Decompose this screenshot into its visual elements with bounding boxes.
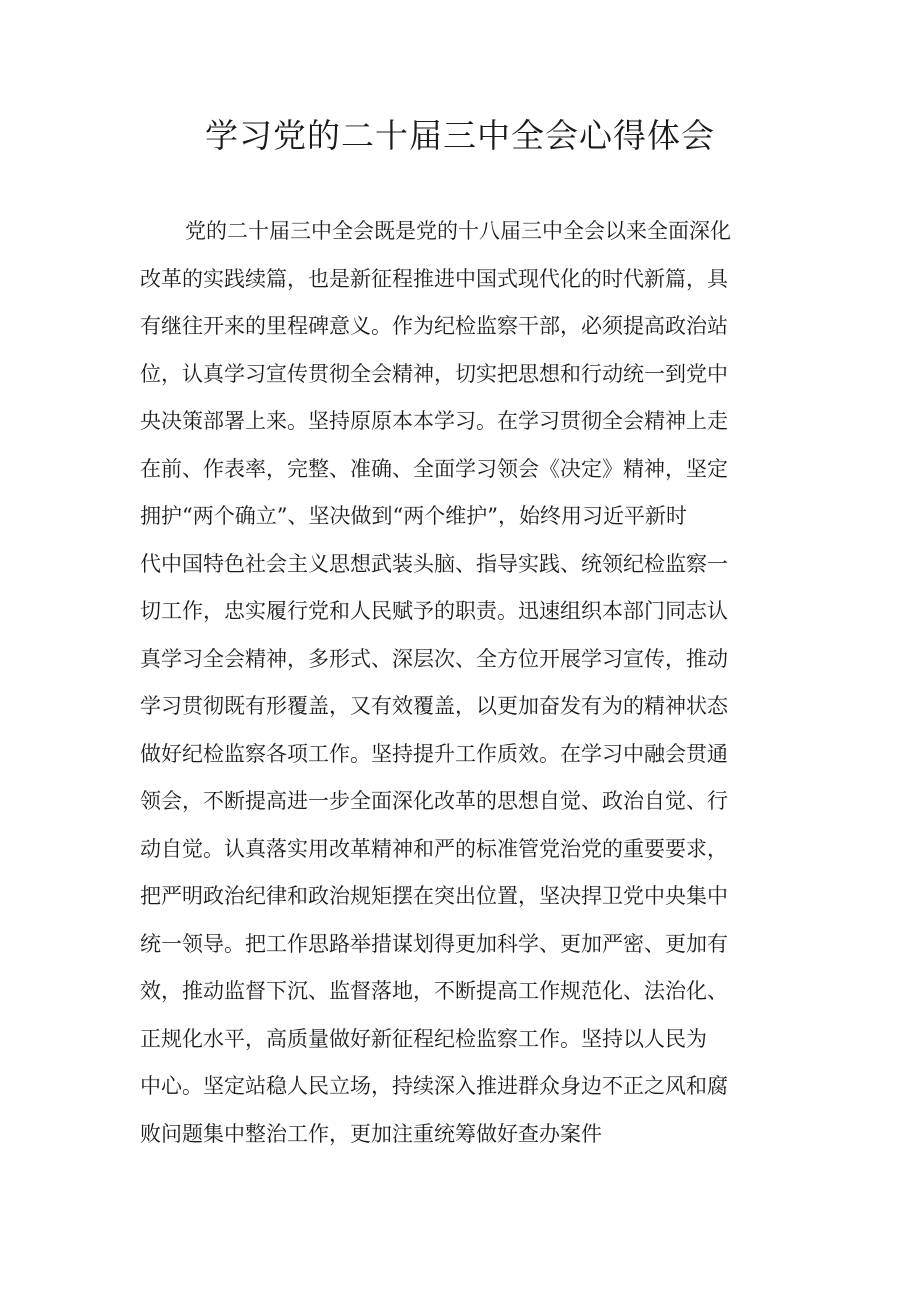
- body-line: 正规化水平，高质量做好新征程纪检监察工作。坚持以人民为: [140, 1026, 707, 1051]
- body-line: 央决策部署上来。坚持原原本本学习。在学习贯彻全会精神上走: [140, 409, 728, 433]
- body-line: 拥护“两个确立”、坚决做到“两个维护”，始终用习近平新时: [140, 504, 687, 528]
- body-line: 统一领导。把工作思路举措谋划得更加科学、更加严密、更加有: [140, 931, 728, 956]
- body-line: 改革的实践续篇，也是新征程推进中国式现代化的时代新篇，具: [140, 266, 728, 291]
- body-line: 党的二十届三中全会既是党的十八届三中全会以来全面深化: [185, 219, 731, 243]
- body-line: 位，认真学习宣传贯彻全会精神，切实把思想和行动统一到党中: [140, 361, 728, 386]
- body-line: 把严明政治纪律和政治规矩摆在突出位置，坚决捍卫党中央集中: [140, 884, 728, 908]
- body-line: 在前、作表率，完整、准确、全面学习领会《决定》精神，坚定: [140, 456, 728, 481]
- document-body: [140, 208, 790, 1158]
- body-line: 代中国特色社会主义思想武装头脑、指导实践、统领纪检监察一: [140, 551, 728, 576]
- body-line: 领会，不断提高进一步全面深化改革的思想自觉、政治自觉、行: [140, 789, 728, 813]
- body-line: 切工作，忠实履行党和人民赋予的职责。迅速组织本部门同志认: [140, 599, 728, 623]
- body-line: 动自觉。认真落实用改革精神和严的标准管党治党的重要要求，: [140, 836, 728, 861]
- body-line: 效，推动监督下沉、监督落地，不断提高工作规范化、法治化、: [140, 979, 728, 1003]
- document-title: 学习党的二十届三中全会心得体会: [205, 116, 715, 155]
- body-line: 有继往开来的里程碑意义。作为纪检监察干部，必须提高政治站: [140, 314, 728, 338]
- body-line: 败问题集中整治工作，更加注重统筹做好查办案件: [140, 1121, 602, 1146]
- body-line: 学习贯彻既有形覆盖，又有效覆盖，以更加奋发有为的精神状态: [140, 694, 728, 718]
- body-line: 做好纪检监察各项工作。坚持提升工作质效。在学习中融会贯通: [140, 741, 728, 766]
- body-line: 中心。坚定站稳人民立场，持续深入推进群众身边不正之风和腐: [140, 1074, 728, 1098]
- body-line: 真学习全会精神，多形式、深层次、全方位开展学习宣传，推动: [140, 646, 728, 671]
